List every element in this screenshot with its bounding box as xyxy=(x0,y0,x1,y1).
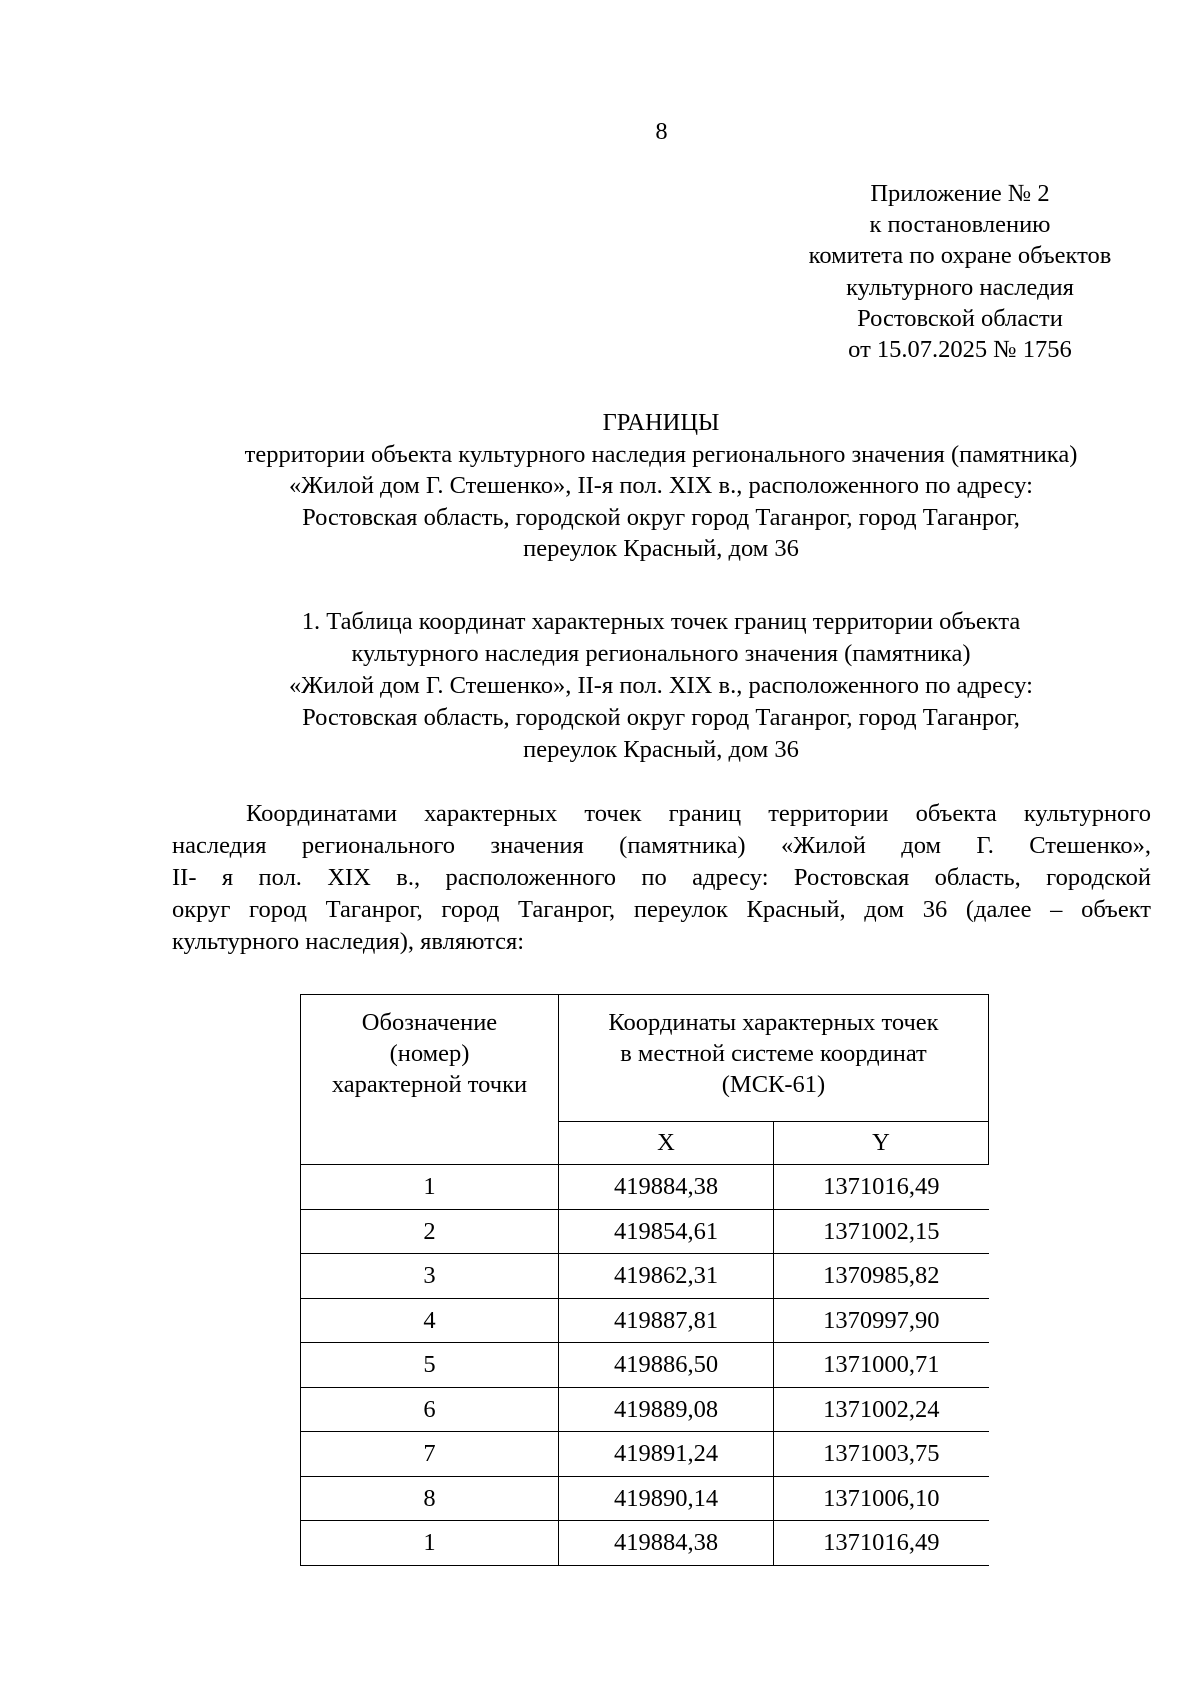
header-coords-line: (МСК-61) xyxy=(721,1071,826,1098)
appendix-line: к постановлению xyxy=(869,211,1051,239)
document-title xyxy=(172,407,1150,565)
table-row xyxy=(301,1209,989,1254)
y-value: 1371016,49 xyxy=(774,1165,989,1210)
header-coords-line: Координаты характерных точек xyxy=(608,1009,939,1036)
title-heading: ГРАНИЦЫ xyxy=(602,409,720,436)
title-line: «Жилой дом Г. Стешенко», II-я пол. XIX в., расположенного по адресу: xyxy=(289,472,1033,499)
section-heading-line: переулок Красный, дом 36 xyxy=(523,736,799,763)
y-value: 1371006,10 xyxy=(774,1476,989,1521)
x-value: 419886,50 xyxy=(559,1343,774,1388)
section-heading-line: 1. Таблица координат характерных точек границ территории объекта xyxy=(301,608,1021,635)
table-row xyxy=(301,1165,989,1210)
y-value: 1371002,15 xyxy=(774,1209,989,1254)
body-paragraph xyxy=(172,798,1151,958)
y-value: 1370985,82 xyxy=(774,1254,989,1299)
section-heading-line: Ростовская область, городской округ город Таганрог, город Таганрог, xyxy=(302,704,1020,731)
appendix-line: культурного наследия xyxy=(846,273,1074,301)
y-value: 1371003,75 xyxy=(774,1432,989,1477)
x-value: 419854,61 xyxy=(559,1209,774,1254)
coordinates-table xyxy=(300,994,989,1566)
appendix-line: Приложение № 2 xyxy=(870,180,1050,207)
paragraph-line: культурного наследия), являются: xyxy=(172,928,525,955)
table-row xyxy=(301,1387,989,1432)
section-heading-line: культурного наследия регионального значения (памятника) xyxy=(351,640,971,667)
appendix-line: Ростовской области xyxy=(857,304,1063,332)
table-row xyxy=(301,1521,989,1566)
section-heading-line: «Жилой дом Г. Стешенко», II-я пол. XIX в., расположенного по адресу: xyxy=(289,672,1033,699)
y-value: 1370997,90 xyxy=(774,1298,989,1343)
x-value: 419884,38 xyxy=(559,1521,774,1566)
header-point-line: (номер) xyxy=(389,1040,470,1067)
table-row xyxy=(301,1298,989,1343)
y-value: 1371016,49 xyxy=(774,1521,989,1566)
x-value: 419862,31 xyxy=(559,1254,774,1299)
paragraph-line: Координатами характерных точек границ территории объекта культурного xyxy=(246,800,1151,827)
appendix-line: от 15.07.2025 № 1756 xyxy=(848,336,1072,364)
point-number: 1 xyxy=(301,1165,559,1210)
point-number: 8 xyxy=(301,1476,559,1521)
appendix-stamp xyxy=(760,178,1160,365)
x-value: 419889,08 xyxy=(559,1387,774,1432)
table-row xyxy=(301,1432,989,1477)
point-number: 3 xyxy=(301,1254,559,1299)
header-point-line: характерной точки xyxy=(331,1071,528,1098)
y-value: 1371000,71 xyxy=(774,1343,989,1388)
point-number: 1 xyxy=(301,1521,559,1566)
title-line: Ростовская область, городской округ город Таганрог, город Таганрог, xyxy=(302,503,1020,531)
table-row xyxy=(301,1343,989,1388)
header-x: X xyxy=(559,1122,774,1165)
title-line: территории объекта культурного наследия регионального значения (памятника) xyxy=(244,440,1078,468)
point-number: 7 xyxy=(301,1432,559,1477)
header-point-line: Обозначение xyxy=(361,1009,498,1036)
y-value: 1371002,24 xyxy=(774,1387,989,1432)
x-value: 419887,81 xyxy=(559,1298,774,1343)
appendix-line: комитета по охране объектов xyxy=(808,242,1112,270)
paragraph-line: округ город Таганрог, город Таганрог, переулок Красный, дом 36 (далее – объект xyxy=(172,896,1151,923)
table-row xyxy=(301,1254,989,1299)
table-row xyxy=(301,1476,989,1521)
title-line: переулок Красный, дом 36 xyxy=(523,535,799,562)
x-value: 419890,14 xyxy=(559,1476,774,1521)
x-value: 419891,24 xyxy=(559,1432,774,1477)
header-y: Y xyxy=(774,1122,989,1165)
page-number: 8 xyxy=(655,118,668,145)
section-heading xyxy=(172,606,1150,766)
point-number: 4 xyxy=(301,1298,559,1343)
point-number: 2 xyxy=(301,1209,559,1254)
x-value: 419884,38 xyxy=(559,1165,774,1210)
point-number: 6 xyxy=(301,1387,559,1432)
paragraph-line: II- я пол. XIX в., расположенного по адресу: Ростовская область, городской xyxy=(172,864,1151,891)
header-coords-line: в местной системе координат xyxy=(620,1040,927,1067)
header-coordinates xyxy=(559,995,989,1122)
paragraph-line: наследия регионального значения (памятника) «Жилой дом Г. Стешенко», xyxy=(172,832,1151,859)
header-point-designation xyxy=(301,995,559,1165)
point-number: 5 xyxy=(301,1343,559,1388)
